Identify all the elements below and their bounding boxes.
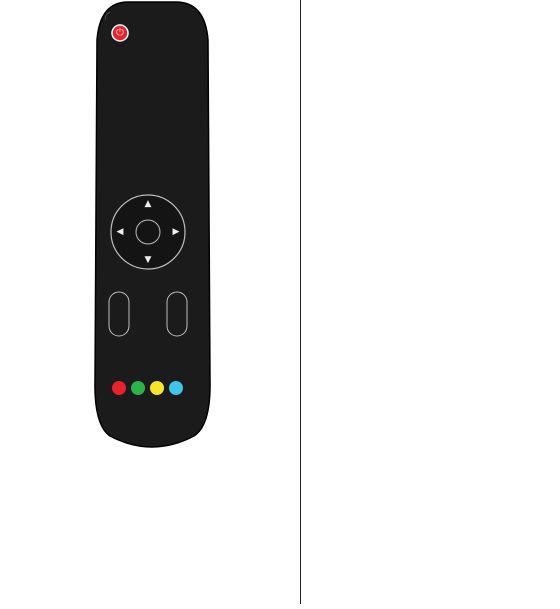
ok-button	[136, 220, 160, 244]
svg-text:⏻: ⏻	[116, 27, 124, 39]
nav-right-icon: ▶	[172, 227, 180, 237]
blue-key	[169, 381, 183, 395]
volume-rocker	[109, 292, 129, 336]
nav-up-icon: ▲	[144, 199, 152, 209]
nav-down-icon: ▼	[144, 255, 152, 265]
column-divider	[300, 0, 301, 604]
program-rocker	[167, 292, 187, 336]
red-key	[112, 381, 126, 395]
yellow-key	[150, 381, 164, 395]
green-key	[131, 381, 145, 395]
nav-left-icon: ◀	[116, 227, 124, 237]
